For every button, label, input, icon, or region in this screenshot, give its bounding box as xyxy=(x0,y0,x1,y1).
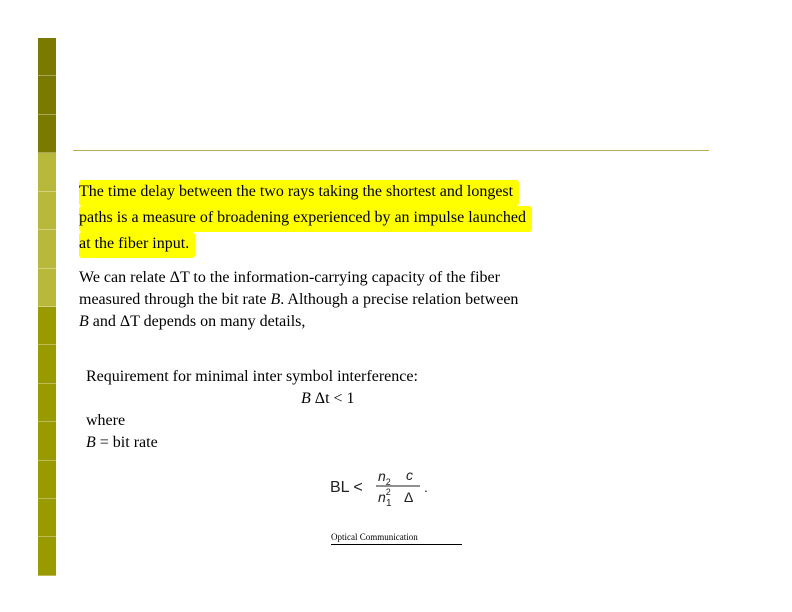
sidebar-segment xyxy=(38,422,56,460)
title-rule xyxy=(73,150,709,151)
sidebar-segment xyxy=(38,269,56,307)
requirement-heading: Requirement for minimal inter symbol interference: xyxy=(86,368,418,385)
definition-line xyxy=(86,432,418,454)
where-label: where xyxy=(86,412,126,429)
bit-rate-paragraph xyxy=(79,267,518,333)
sidebar-segment xyxy=(38,345,56,383)
formula-delta: Δ xyxy=(404,489,414,505)
svg-text:n2 xyxy=(378,468,391,487)
condition-equation xyxy=(86,388,418,410)
paragraph-text: and ΔT depends on many details, xyxy=(88,313,306,330)
paragraph-line: We can relate ΔT to the information-carrying capacity of the fiber xyxy=(79,269,500,286)
formula-n: n xyxy=(378,489,386,505)
formula-subscript: 1 xyxy=(386,498,392,508)
formula-lhs: BL < xyxy=(330,479,363,496)
sidebar-segment xyxy=(38,499,56,537)
footer-caption: Optical Communication xyxy=(331,532,462,545)
formula-n: n xyxy=(378,468,386,484)
sidebar-segment xyxy=(38,537,56,575)
equation-text: Δt < 1 xyxy=(310,390,355,407)
sidebar-segment xyxy=(38,192,56,230)
paragraph-text: . Although a precise relation between xyxy=(280,291,519,308)
formula-subscript: 2 xyxy=(385,477,391,487)
sidebar-segment xyxy=(38,461,56,499)
sidebar-segment xyxy=(38,115,56,153)
bl-formula xyxy=(328,462,438,508)
paragraph-line xyxy=(79,289,518,311)
formula-c: c xyxy=(406,467,413,483)
definition-text: = bit rate xyxy=(95,434,158,451)
sidebar-segment xyxy=(38,384,56,422)
sidebar-segment xyxy=(38,38,56,76)
formula-period: . xyxy=(424,479,428,495)
sidebar-bar xyxy=(38,38,56,576)
variable-b: B xyxy=(301,390,311,407)
paragraph-line: The time delay between the two rays taking the shortest and longest xyxy=(79,180,519,206)
highlighted-paragraph xyxy=(79,180,532,258)
paragraph-line: at the fiber input. xyxy=(79,232,195,258)
sidebar-segment xyxy=(38,307,56,345)
paragraph-line xyxy=(79,311,518,333)
variable-b: B xyxy=(79,313,89,330)
sidebar-segment xyxy=(38,230,56,268)
formula-superscript: 2 xyxy=(385,487,391,497)
paragraph-line: paths is a measure of broadening experienced by an impulse launched xyxy=(79,206,532,232)
sidebar-segment xyxy=(38,153,56,191)
requirement-block xyxy=(86,366,418,454)
paragraph-text: measured through the bit rate xyxy=(79,291,271,308)
variable-b: B xyxy=(270,291,281,308)
variable-b: B xyxy=(86,434,96,451)
sidebar-segment xyxy=(38,76,56,114)
